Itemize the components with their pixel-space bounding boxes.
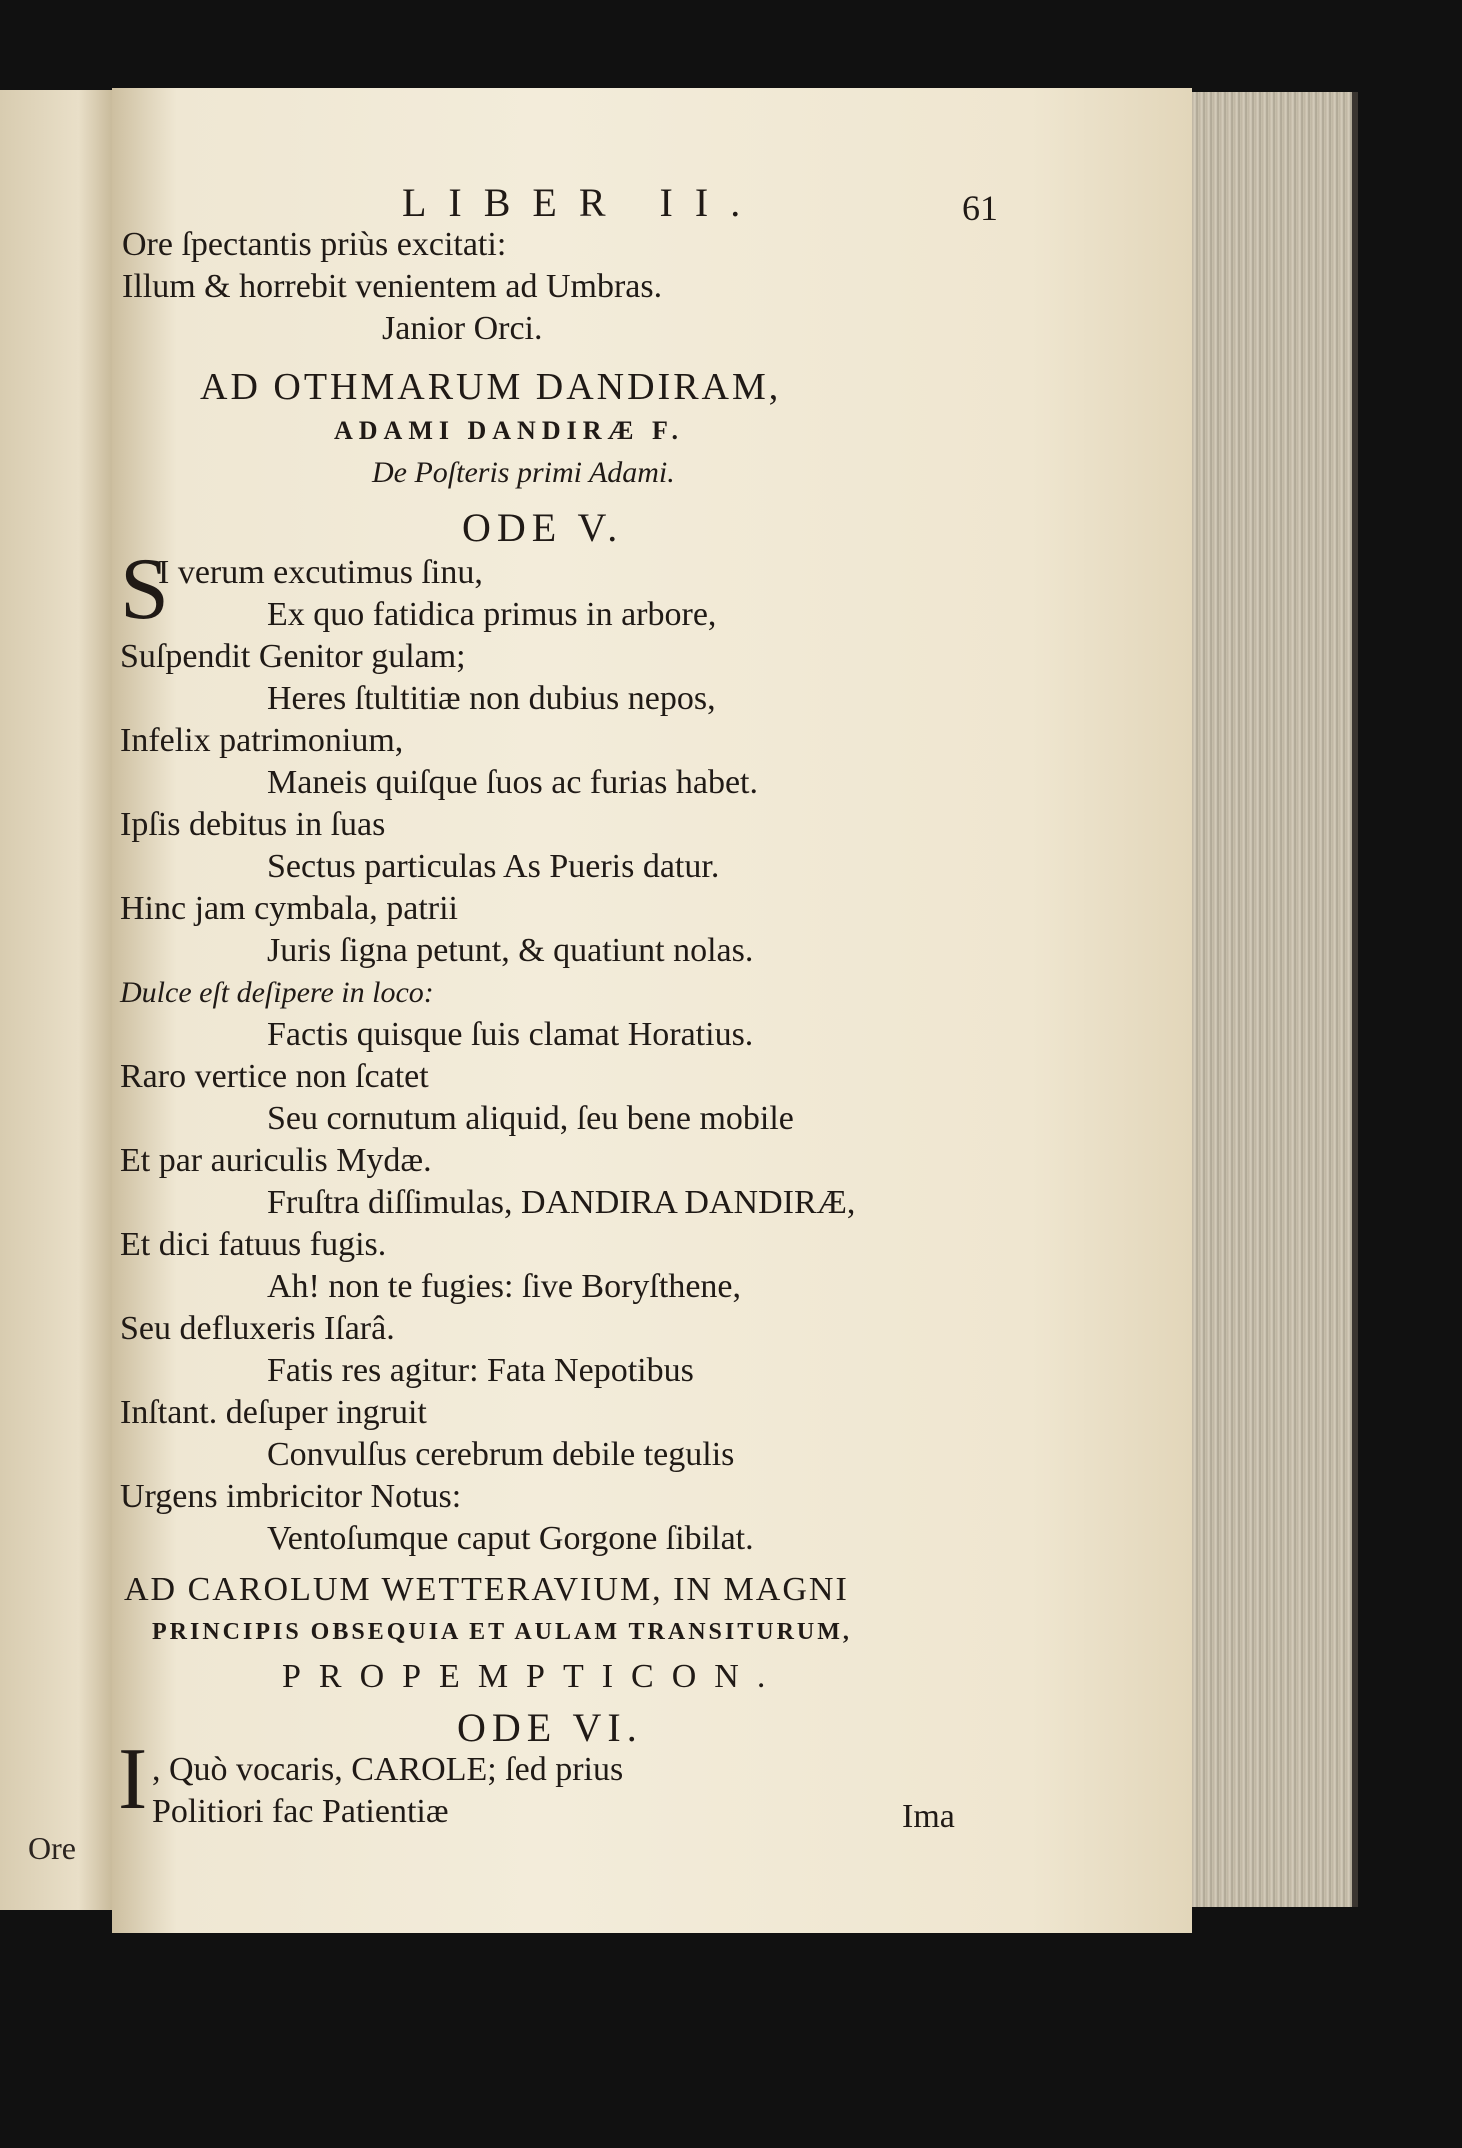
verse-line: Convulſus cerebrum debile tegulis [267, 1436, 735, 1473]
verse-line: Suſpendit Genitor gulam; [120, 638, 466, 675]
verse-line: Politiori fac Patientiæ [152, 1793, 449, 1830]
left-page [0, 90, 112, 1910]
verse-line: Fruſtra diſſimulas, DANDIRA DANDIRÆ, [267, 1184, 856, 1221]
ode6-genre: PROPEMPTICON. [282, 1658, 784, 1695]
verse-line: Seu defluxeris Iſarâ. [120, 1310, 395, 1347]
ode5-subject: De Poſteris primi Adami. [372, 456, 675, 489]
intro-line: Ore ſpectantis priùs excitati: [122, 226, 507, 263]
left-catchword: Ore [28, 1830, 76, 1866]
ode6-drop-cap: I [118, 1731, 148, 1828]
verse-line: Et par auriculis Mydæ. [120, 1142, 432, 1179]
verse-line: Factis quisque ſuis clamat Horatius. [267, 1016, 754, 1053]
ode5-heading: AD OTHMARUM DANDIRAM, [200, 366, 782, 408]
catchword: Ima [902, 1798, 955, 1835]
verse-line: Ipſis debitus in ſuas [120, 806, 386, 843]
ode6-title: ODE VI. [457, 1705, 643, 1750]
verse-line: Ex quo fatidica primus in arbore, [267, 596, 717, 633]
ode5-subheading: ADAMI DANDIRÆ F. [334, 416, 684, 445]
ode6-heading: AD CAROLUM WETTERAVIUM, IN MAGNI [124, 1571, 849, 1608]
verse-line: I verum excutimus ſinu, [158, 554, 483, 591]
verse-line: Ventoſumque caput Gorgone ſibilat. [267, 1520, 754, 1557]
verse-line: , Quò vocaris, CAROLE; ſed prius [152, 1751, 624, 1788]
verse-line: Inſtant. deſuper ingruit [120, 1394, 427, 1431]
book-fore-edge [1192, 92, 1358, 1907]
book-page [112, 88, 1192, 1933]
intro-line: Janior Orci. [382, 310, 543, 347]
ode5-title: ODE V. [462, 505, 624, 550]
intro-line: Illum & horrebit venientem ad Umbras. [122, 268, 663, 305]
ode5-drop-cap: S [120, 541, 169, 638]
running-title: LIBER II. [402, 180, 763, 225]
ode6-subheading: PRINCIPIS OBSEQUIA ET AULAM TRANSITURUM, [152, 1619, 852, 1645]
verse-line: Dulce eſt deſipere in loco: [120, 976, 434, 1009]
verse-line: Et dici fatuus fugis. [120, 1226, 387, 1263]
verse-line: Hinc jam cymbala, patrii [120, 890, 458, 927]
verse-line: Fatis res agitur: Fata Nepotibus [267, 1352, 694, 1389]
verse-line: Urgens imbricitor Notus: [120, 1478, 462, 1515]
verse-line: Infelix patrimonium, [120, 722, 404, 759]
verse-line: Raro vertice non ſcatet [120, 1058, 429, 1095]
verse-line: Heres ſtultitiæ non dubius nepos, [267, 680, 716, 717]
verse-line: Juris ſigna petunt, & quatiunt nolas. [267, 932, 754, 969]
verse-line: Seu cornutum aliquid, ſeu bene mobile [267, 1100, 794, 1137]
verse-line: Ah! non te fugies: ſive Boryſthene, [267, 1268, 742, 1305]
verse-line: Maneis quiſque ſuos ac furias habet. [267, 764, 758, 801]
page-number: 61 [962, 188, 998, 228]
verse-line: Sectus particulas As Pueris datur. [267, 848, 720, 885]
